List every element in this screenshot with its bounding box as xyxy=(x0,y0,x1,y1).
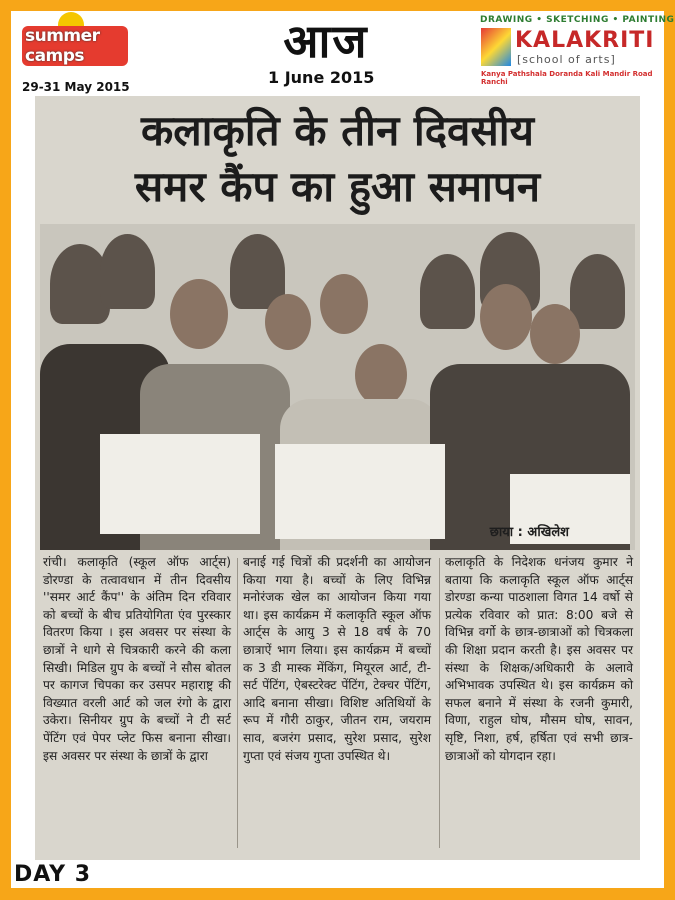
kalakriti-address: Kanya Pathshala Doranda Kali Mandir Road Ranchi xyxy=(481,70,653,86)
article-column-1: रांची। कलाकृति (स्कूल ऑफ आर्ट्स) डोरण्डा के तत्वावधान में तीन दिवसीय ''समर आर्ट कैंप'' के अंतिम दिन रविवार को बच्चों के बीच प्रतियोगिता एंव पुरस्कार वितरण किया । इस अवसर पर संस्था के छात्रों ने धागे से चित्रकारी करने की कला सिखी। मिडिल ग्रुप के बच्चों ने सौस बोतल पर कागज चिपका कर उसपर महाराष्ट्र की विख्यात वरली आर्ट को जल रंगो के द्वारा उकेरा। सिनीयर ग्रुप के बच्चों ने टी सर्ट पेंटिंग एवं पेपर प्लेट फिस बनाना सीखा। इस अवसर पर संस्था के छात्रों के द्वारा xyxy=(43,555,231,763)
column-divider xyxy=(237,558,238,848)
article-column-3: कलाकृति के निदेशक धनंजय कुमार ने बताया कि कलाकृति स्कूल ऑफ आर्ट्स डोरण्डा कन्या पाठशाला विगत 14 वर्षो से प्रत्येक रविवार को प्रात: 8:00 बजे से विभिन्न वर्गो के छात्र-छात्राओं को चित्रकला की शिक्षा प्रदान करती है। इस अवसर पर संस्था के शिक्षक/अधिकारी के अलावे अभिभावक उपस्थित थे। इस कार्यक्रम को सफल बनाने में संस्था के रजनी कुमारी, विणा, राहुल घोष, मौसम घोष, सावन, सृष्टि, निशा, हर्ष, हर्षिता एवं सभी छात्र-छात्राओं को योगदान रहा। xyxy=(445,555,633,763)
face xyxy=(480,284,532,350)
newspaper-clipping xyxy=(35,96,640,860)
kalakriti-name: KALAKRITI xyxy=(515,28,655,53)
artwork-paper xyxy=(100,434,260,534)
summer-camps-logo-text: summer camps xyxy=(22,26,128,66)
summer-camps-logo xyxy=(18,12,128,82)
face xyxy=(265,294,311,350)
headline-line-1: कलाकृति के तीन दिवसीय xyxy=(140,106,535,155)
face xyxy=(170,279,228,349)
newspaper-masthead: आज xyxy=(283,14,369,68)
person-figure xyxy=(570,254,625,329)
kalakriti-tagline: DRAWING • SKETCHING • PAINTING xyxy=(480,15,675,25)
headline-line-2: समर कैंप का हुआ समापन xyxy=(134,162,541,211)
publication-date: 1 June 2015 xyxy=(268,68,375,87)
camp-dates: 29-31 May 2015 xyxy=(22,80,130,94)
person-figure xyxy=(100,234,155,309)
artwork-paper xyxy=(275,444,445,539)
day-label: DAY 3 xyxy=(14,862,92,887)
paintbrush-icon xyxy=(481,28,511,66)
photo-credit: छाया : अखिलेश xyxy=(489,525,569,540)
kalakriti-logo xyxy=(481,28,655,68)
article-body xyxy=(43,554,633,854)
face xyxy=(320,274,368,334)
column-divider xyxy=(439,558,440,848)
person-figure xyxy=(420,254,475,329)
group-photo xyxy=(40,224,635,550)
kalakriti-subtitle: [school of arts] xyxy=(517,53,616,66)
face xyxy=(355,344,407,406)
article-column-2: बनाई गई चित्रों की प्रदर्शनी का आयोजन किया गया है। बच्चों के लिए विभिन्न मनोरंजक खेल का आयोजन किया गया था। इस कार्यक्रम में कलाकृति स्कूल ऑफ आर्ट्स के आयु 3 से 18 वर्ष के 70 छात्राऐं भाग लिया। इस कार्यक्रम में बच्चों क 3 डी मास्क मेंकिंग, मियूरल आर्ट, टी-सर्ट पेंटिंग, ऐबस्टरेक्ट पेंटिंग, टेक्चर पेंटिंग, आदि बनाना सीखा। विशिष्ट अतिथियों के रूप में गौरी ठाकुर, जीतन राम, जयराम साव, बजरंग प्रसाद, सुरेश प्रसाद, सुरेश गुप्ता एवं संजय गुप्ता उपस्थित थे। xyxy=(243,555,431,763)
face xyxy=(530,304,580,364)
